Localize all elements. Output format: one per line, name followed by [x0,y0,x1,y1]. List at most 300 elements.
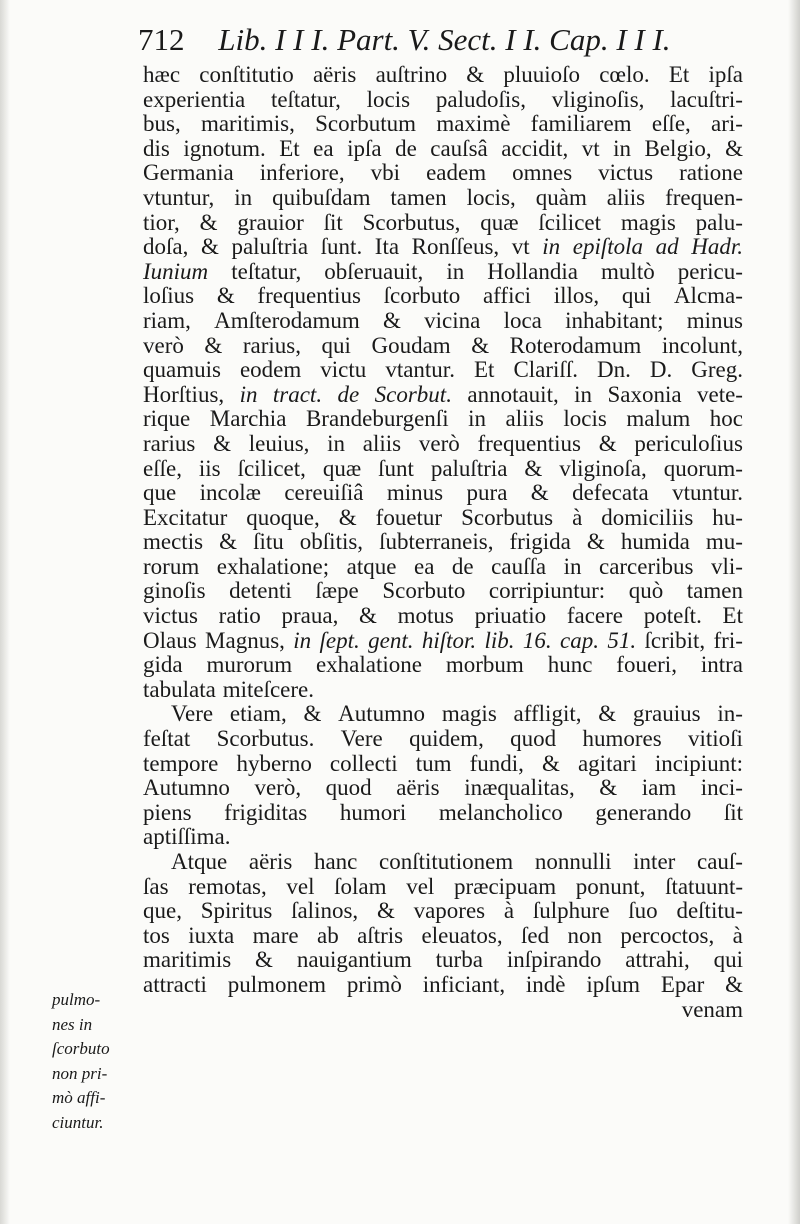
word: vt [581,135,600,161]
word: & [598,701,617,727]
word: Saxonia [607,381,682,407]
word: vitioſi [687,726,743,752]
word: attrahi, [625,947,690,973]
word: poteſt. [643,603,702,629]
word: inter [633,849,676,874]
word: quorum- [663,455,743,481]
word: riam, [143,307,191,333]
word: vtuntur. [672,480,743,506]
word: in [542,234,561,260]
word: rarius [143,430,196,456]
word: Clariſſ. [513,357,578,383]
word: ſubterraneis, [379,529,494,555]
word: agitari [577,750,637,776]
word: tum [415,750,452,776]
word: frigiditas [224,799,308,825]
word: Goudam [371,332,451,358]
word: tabulata [143,676,216,702]
word: frequentius [257,283,361,309]
word: frigida [509,529,571,555]
word: inhabitant; [565,307,664,333]
word: & [524,455,543,481]
text-line [143,506,743,531]
word: ſcribit, [644,627,706,653]
word: experientia [143,86,246,112]
word: & [530,480,549,506]
word: domiciliis [601,504,694,530]
word: Dn. [596,357,631,383]
word: Et [668,62,690,87]
word: tamen [390,184,447,210]
word: & [204,332,223,358]
word: Horſtius, [143,381,225,407]
page-edge-left [0,0,10,1224]
word: aliis [606,184,646,210]
word: ipſum [586,971,641,997]
word: de [451,553,474,579]
word: aſtris [357,922,404,948]
word: loſius [143,283,195,309]
word: vtuntur, [143,184,215,210]
word: & [200,234,219,260]
word: eodem [239,357,302,383]
word: Germania [143,160,234,186]
text-line [143,481,743,506]
word: pluuioſo [503,62,581,87]
word: motus [397,603,454,629]
word: 16. [522,627,552,653]
word: morbum [445,652,524,678]
word: corripiuntur: [488,578,606,604]
word: Ronſſeus, [411,234,500,260]
word: ari- [711,111,743,137]
text-line [143,284,743,309]
word: ſit [323,209,343,235]
word: defecata [572,480,649,506]
word: intra [700,652,743,678]
word: incipiunt: [654,750,743,776]
word: gida [143,652,183,678]
word: indè [525,971,566,997]
word: aliis [362,430,402,456]
word: venam [681,996,743,1022]
word: obſitis, [299,529,364,555]
word: vliginoſa, [559,455,647,481]
word: vapores [413,898,486,924]
word: carceribus [598,553,694,579]
word: quoque, [246,504,320,530]
word: attracti [143,971,207,997]
text-line [143,407,743,432]
word: collecti [329,750,398,776]
word: Ita [374,234,400,260]
word: vicina [424,307,481,333]
word: mu- [705,529,743,555]
text-line [143,973,743,998]
word: piens [143,799,192,825]
word: inci- [700,775,743,801]
word: aliis [505,406,544,432]
word: in [574,381,593,407]
word: Hollandia [487,258,578,284]
word: tract. [272,381,323,407]
word: ignotum. [183,135,266,161]
word: Scorbut. [374,381,452,407]
word: paluſtria [430,455,508,481]
margin-note-line: ſcorbuto [52,1039,110,1059]
word: & [586,529,605,555]
word: ponunt, [575,873,646,899]
word: ipſa [708,62,743,87]
text-line [143,112,743,137]
text-line [143,678,743,703]
word: ea [313,135,334,161]
word: in [239,381,258,407]
word: cauſsâ [430,135,488,161]
word: & [338,504,357,530]
word: primò [346,971,402,997]
word: vt [511,234,530,260]
word: hanc [313,849,358,874]
word: quò [628,578,664,604]
word: hæc [143,62,181,87]
margin-note-line: pulmo- [52,990,101,1009]
word: in [327,430,346,456]
word: præcipuam [453,873,557,899]
running-header [138,22,698,64]
word: affligit, [513,701,582,727]
word: & [471,332,490,358]
word: Belgio, [644,135,712,161]
word: in [446,258,465,284]
word: maritimis, [200,111,295,137]
word: affici [482,283,532,309]
word: Atque [171,849,228,874]
word: & [598,430,617,456]
word: detenti [229,578,292,604]
text-line [143,899,743,924]
word: ipſa [347,135,382,161]
word: D. [649,357,673,383]
word: annotauit, [467,381,559,407]
word: eleuatos, [421,922,503,948]
word: ſunt. [320,234,363,260]
text-line [143,776,743,801]
word: ſunt [378,455,414,481]
word: leuius, [248,430,310,456]
word: & [541,750,560,776]
word: ſas [143,873,169,899]
word: à [503,898,515,924]
word: Amſterodamum [214,307,360,333]
word: ſuo [628,898,658,924]
word: remotas, [188,873,267,899]
word: & [383,307,401,333]
word: ſulphure [532,898,610,924]
word: Olaus [143,627,197,653]
word: que [143,480,177,506]
word: locis [366,86,411,112]
word: hiſtor. [421,627,477,653]
word: & [303,701,322,727]
word: à [572,504,583,530]
word: qui [621,283,652,309]
word: incolunt, [661,332,743,358]
word: Autumno [338,701,426,727]
word: humori [339,799,407,825]
word: ſitu [253,529,284,555]
word: ginoſis [143,578,206,604]
word: de [337,381,360,407]
word: quidem, [409,726,484,752]
margin-note-line: ciuntur. [52,1112,104,1132]
word: familiarem [530,111,632,137]
text-line [143,629,743,654]
text-line [143,850,743,875]
word: ſtatuunt- [665,873,743,899]
text-line [143,88,743,113]
word: quamuis [143,357,221,383]
word: ſalinos, [291,898,359,924]
word: exhalatione; [216,553,330,579]
word: epiſtola [572,234,644,260]
word: nauigantium [296,947,412,973]
word: tos [143,922,170,948]
word: Excitatur [143,504,228,530]
word: frequentius [477,430,581,456]
word: praua, [281,603,339,629]
word: locis, [466,184,516,210]
text-line [143,653,743,678]
word: humores [582,726,662,752]
word: aëris [396,775,440,801]
word: de [395,135,417,161]
word: grauius [632,701,701,727]
word: mectis [143,529,204,555]
word: fouetur [375,504,443,530]
word: & [213,430,231,456]
word: foueri, [616,652,677,678]
text-line [143,579,743,604]
word: incolæ [199,480,261,506]
word: facere [566,603,623,629]
word: tamen [686,578,743,604]
word: pulmonem [227,971,327,997]
word: Vere [340,726,383,752]
word: Brandeburgenſi [305,406,449,432]
word: & [376,898,395,924]
word: Roterodamum [509,332,642,358]
page-number: 712 [138,22,185,57]
word: vbi [370,160,401,186]
word: in [613,135,632,161]
word: Et [722,603,743,629]
word: Epar [660,971,705,997]
word: Autumno [143,775,230,801]
word: Alcma- [673,283,743,309]
word: fundi, [469,750,524,776]
word: Scorbutus [461,504,554,530]
text-line [143,702,743,727]
text-line [143,309,743,334]
word: ſit [723,799,743,825]
word: Scorbuto [382,578,466,604]
word: conſtitutio [199,62,294,87]
word: Iunium [143,258,209,284]
text-line [143,63,743,88]
word: ſolam [334,873,387,899]
word: & [725,135,743,161]
text-line [143,555,743,580]
word: 51. [607,627,637,653]
text-line [143,530,743,555]
word: locis [563,406,607,432]
word: maximè [436,111,511,137]
word: pericu- [677,258,743,284]
word: iuxta [188,922,235,948]
word: non [567,922,602,948]
text-line [143,211,743,236]
word: quibuſdam [272,184,371,210]
word: minus [686,307,743,333]
word: maritimis [143,947,232,973]
word: cap. [560,627,599,653]
word: lib. [484,627,515,653]
word: hyberno [236,750,312,776]
word: generando [595,799,692,825]
word: à [732,922,743,948]
word: in [563,553,582,579]
word: minus [386,480,444,506]
text-line [143,161,743,186]
word: verò [418,430,460,456]
word: mare [252,922,299,948]
text-line [143,604,743,629]
page-edge-right [788,0,800,1224]
word: qui [321,332,351,358]
text-line [143,334,743,359]
word: quæ [322,455,362,481]
word: magis [620,209,676,235]
margin-note [52,988,142,1136]
word: quàm [535,184,587,210]
word: vel [286,873,315,899]
word: auſtrino [375,62,448,87]
word: iis [198,455,221,481]
word: ratione [679,160,743,186]
word: ſcorbuto [383,283,461,309]
word: obſeruauit, [324,258,424,284]
word: periculoſius [634,430,743,456]
word: nonnulli [534,849,612,874]
word: pura [466,480,508,506]
word: teſtatur, [231,258,302,284]
word: cauſ- [696,849,743,874]
word: qui [713,947,743,973]
word: cœlo. [599,62,650,87]
word: & [466,62,485,87]
word: dis [143,135,170,161]
word: & [216,283,235,309]
word: in- [717,701,743,727]
running-title: Lib. I I I. Part. V. Sect. I I. Cap. I I I. [218,22,671,57]
word: victus [598,160,654,186]
word: loca [503,307,542,333]
text-line [143,260,743,285]
word: & [359,603,377,629]
word: multò [601,258,655,284]
text-line [143,432,743,457]
text-line [143,457,743,482]
word: eſſe, [143,455,182,481]
word: ſept. [319,627,360,653]
word: turba [435,947,483,973]
word: palu- [695,209,743,235]
text-line [143,186,743,211]
word: quod [325,775,372,801]
word: miteſcere. [222,676,314,702]
text-line [143,924,743,949]
text-line [143,137,743,162]
word: & [725,971,743,997]
word: doſa, [143,234,189,260]
word: ſcilicet [538,209,601,235]
word: accidit, [501,135,569,161]
word: verò [143,332,184,358]
word: illos, [553,283,600,309]
word: lacuſtri- [670,86,743,112]
word: humida [620,529,690,555]
word: magis [441,701,497,727]
word: & [199,209,218,235]
word: rique [143,406,191,432]
word: ratio [218,603,261,629]
word: que, [143,898,182,924]
word: teſtatur, [270,86,341,112]
word: Scorbutus. [216,726,315,752]
word: inſpirando [506,947,602,973]
margin-note-line: mò affi- [52,1088,106,1108]
text-line [143,383,743,408]
word: Magnus, [205,627,285,653]
word: omnes [512,160,573,186]
word: percoctos, [620,922,715,948]
word: cereuiſiâ [284,480,364,506]
word: Et [279,135,300,161]
word: Vere [171,701,214,727]
word: tior, [143,209,180,235]
word: Greg. [691,357,743,383]
text-line [143,801,743,826]
word: hoc [709,406,743,432]
word: Et [473,357,495,383]
text-line [143,235,743,260]
word: fri- [713,627,743,653]
word: priuatio [474,603,547,629]
word: Spiritus [200,898,273,924]
word: aëris [312,62,357,87]
margin-note-line: non pri- [52,1063,108,1083]
word: verò, [254,775,302,801]
word: ſcilicet, [237,455,306,481]
word: paludoſis, [435,86,526,112]
text-line [143,875,743,900]
word: inficiant, [422,971,506,997]
word: deſtitu- [676,898,743,924]
word: hunc [547,652,593,678]
word: gent. [368,627,414,653]
text-line [143,727,743,752]
